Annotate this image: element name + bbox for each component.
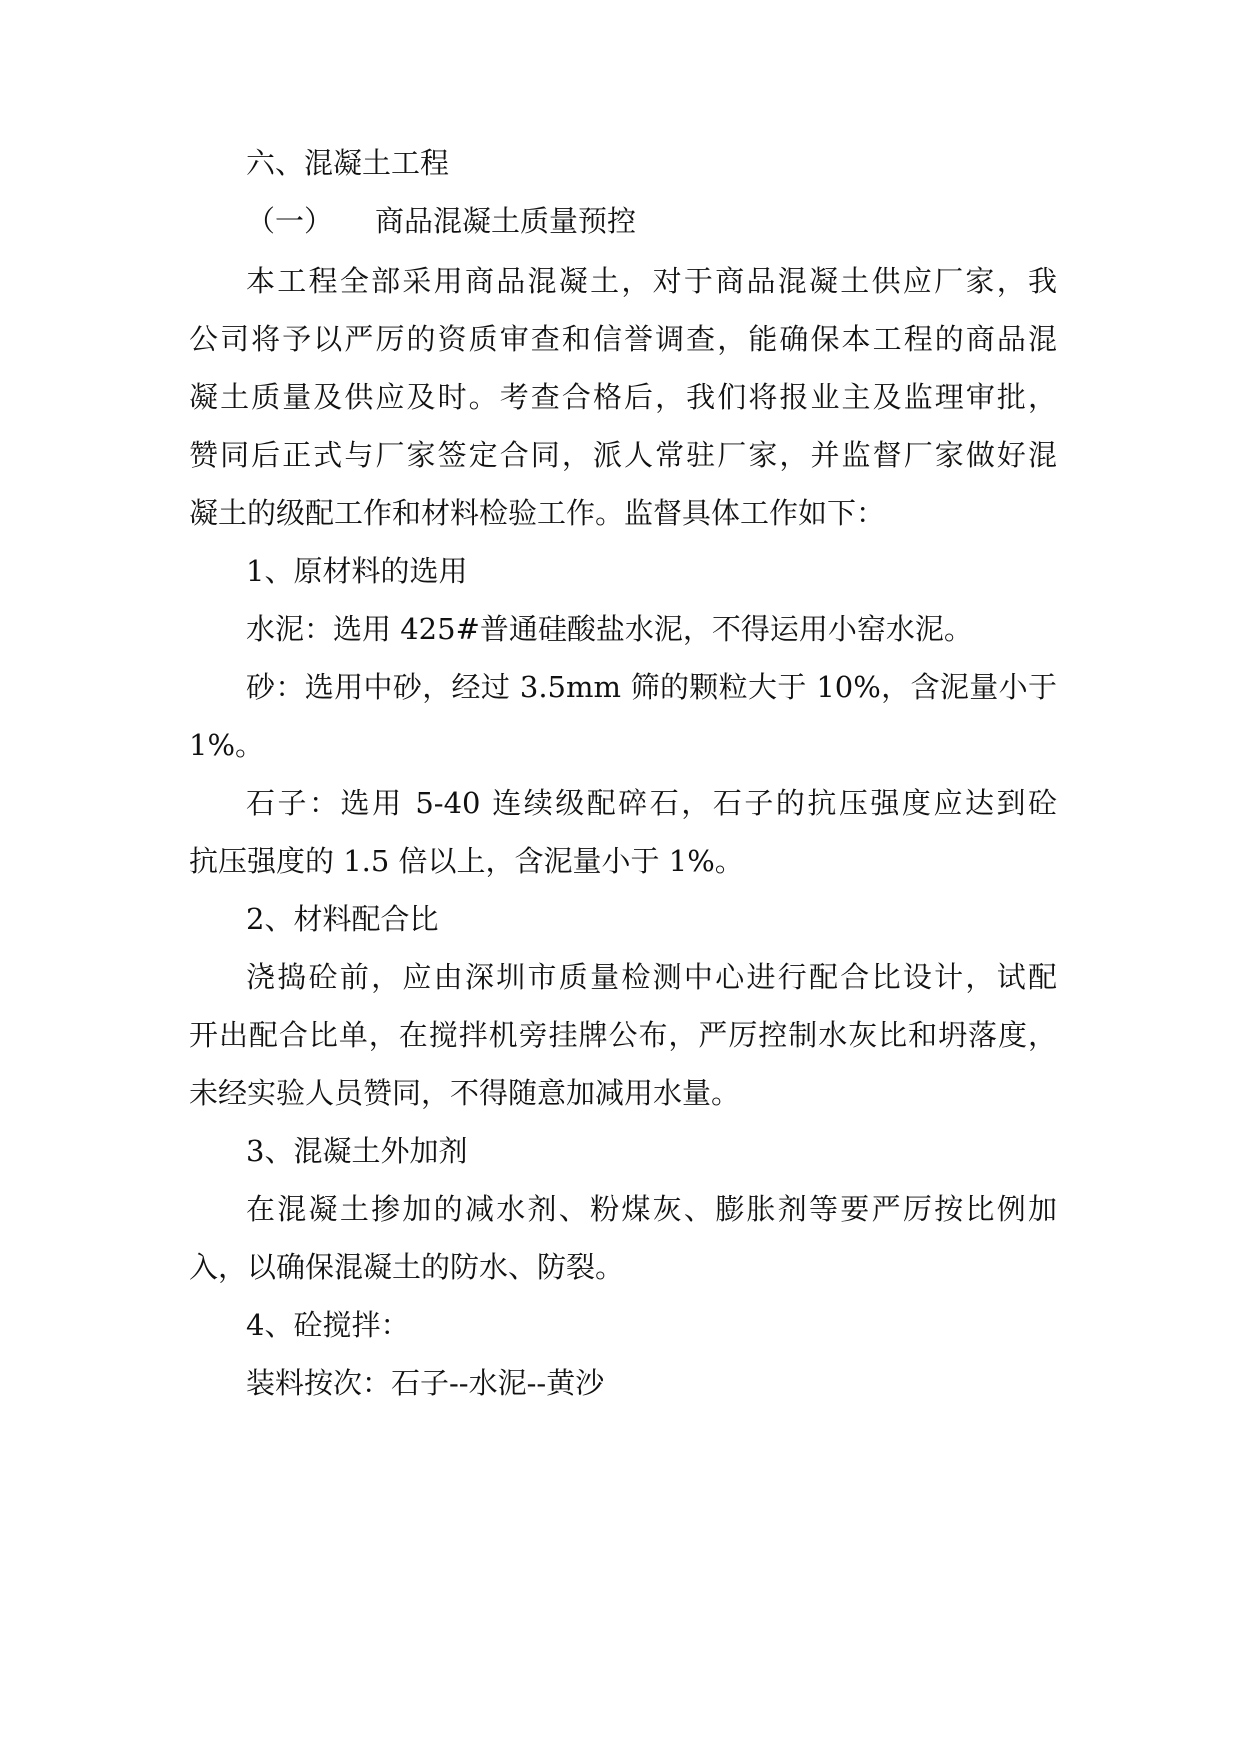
subsection-heading xyxy=(246,201,636,241)
item1-heading: 1、原材料的选用 xyxy=(246,554,468,588)
item1-cement: 水泥：选用 425#普通硅酸盐水泥，不得运用小窑水泥。 xyxy=(246,612,973,646)
item3-heading: 3、混凝土外加剂 xyxy=(246,1134,468,1168)
item4-loading-order: 装料按次：石子--水泥--黄沙 xyxy=(246,1366,605,1400)
section-title: 六、混凝土工程 xyxy=(246,146,450,180)
item1-sand-line-1: 砂：选用中砂，经过 3.5mm 筛的颗粒大于 10%，含泥量小于 xyxy=(246,670,1057,704)
subsection-title: 商品混凝土质量预控 xyxy=(375,204,637,238)
intro-line-3: 凝土质量及供应及时。考查合格后，我们将报业主及监理审批， xyxy=(189,380,1057,414)
item2-heading: 2、材料配合比 xyxy=(246,902,439,936)
item2-line-1: 浇捣砼前，应由深圳市质量检测中心进行配合比设计，试配 xyxy=(246,960,1057,994)
item1-sand-line-2: 1%。 xyxy=(189,728,265,762)
item1-stone-line-2: 抗压强度的 1.5 倍以上，含泥量小于 1%。 xyxy=(189,844,744,878)
item3-line-2: 入，以确保混凝土的防水、防裂。 xyxy=(189,1250,625,1284)
intro-line-1: 本工程全部采用商品混凝土，对于商品混凝土供应厂家，我 xyxy=(246,264,1057,298)
item2-line-3: 未经实验人员赞同，不得随意加减用水量。 xyxy=(189,1076,741,1110)
intro-line-4: 赞同后正式与厂家签定合同，派人常驻厂家，并监督厂家做好混 xyxy=(189,438,1057,472)
subsection-number: （一） xyxy=(246,204,334,238)
item3-line-1: 在混凝土掺加的减水剂、粉煤灰、膨胀剂等要严厉按比例加 xyxy=(246,1192,1057,1226)
intro-line-5: 凝土的级配工作和材料检验工作。监督具体工作如下： xyxy=(189,496,886,530)
item4-heading: 4、砼搅拌： xyxy=(246,1308,410,1342)
item2-line-2: 开出配合比单，在搅拌机旁挂牌公布，严厉控制水灰比和坍落度， xyxy=(189,1018,1057,1052)
item1-stone-line-1: 石子：选用 5-40 连续级配碎石，石子的抗压强度应达到砼 xyxy=(246,786,1057,820)
intro-line-2: 公司将予以严厉的资质审查和信誉调查，能确保本工程的商品混 xyxy=(189,322,1057,356)
